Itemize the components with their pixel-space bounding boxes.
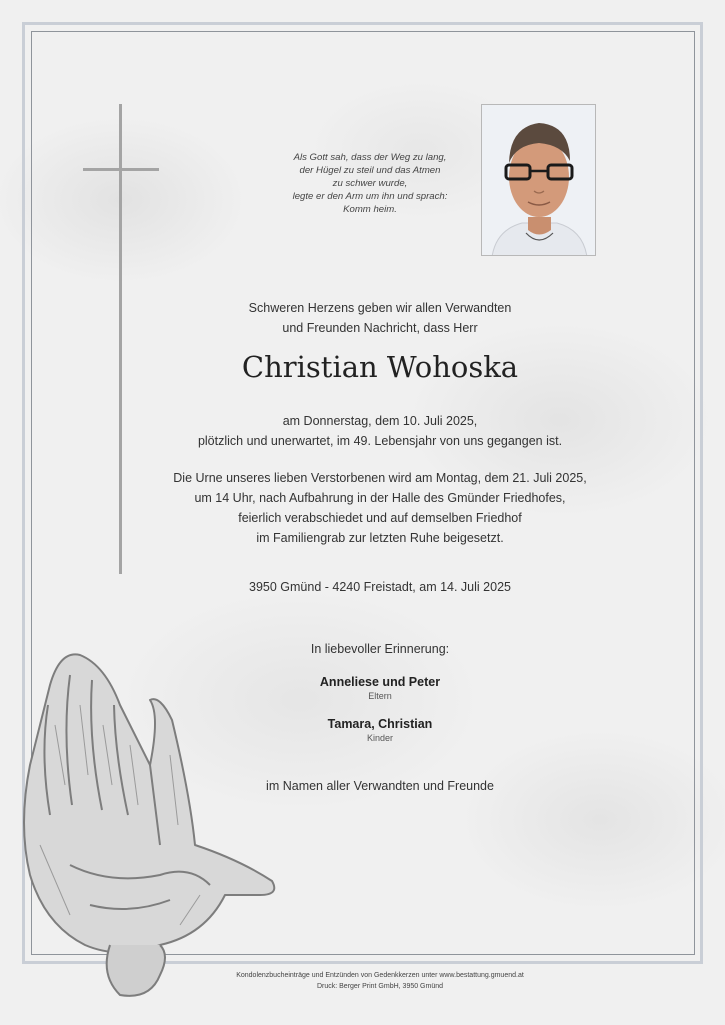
mourner-relation: Kinder [366,733,393,743]
quote-line: zu schwer wurde, [332,178,408,189]
quote-line: Komm heim. [343,204,397,215]
memory-heading: In liebevoller Erinnerung: [310,642,450,656]
mourner-relation: Eltern [368,691,392,701]
funeral-text [130,468,630,548]
death-line: plötzlich und unerwartet, im 49. Lebensjahr von uns gegangen ist. [197,434,563,448]
intro-text [130,298,630,338]
funeral-line: feierlich verabschiedet und auf demselben Friedhof [238,511,522,525]
intro-line: Schweren Herzens geben wir allen Verwandten [248,301,512,315]
deceased-name: Christian Wohoska [241,350,519,384]
death-text [130,411,630,451]
funeral-line: um 14 Uhr, nach Aufbahrung in der Halle des Gmünder Friedhofes, [194,491,566,505]
praying-hands-icon [10,645,290,1005]
quote-line: Als Gott sah, dass der Weg zu lang, [293,152,447,163]
funeral-line: im Familiengrab zur letzten Ruhe beigesetzt. [256,531,504,545]
place-date: 3950 Gmünd - 4240 Freistadt, am 14. Juli 2025 [249,580,511,594]
quote-line: legte er den Arm um ihn und sprach: [292,191,448,202]
mourner-name: Anneliese und Peter [319,675,441,689]
quote-line: der Hügel zu steil und das Atmen [299,165,441,176]
mourner-name: Tamara, Christian [327,717,433,731]
footer-line: Druck: Berger Print GmbH, 3950 Gmünd [316,983,444,990]
intro-line: und Freunden Nachricht, dass Herr [282,321,478,335]
funeral-line: Die Urne unseres lieben Verstorbenen wird am Montag, dem 21. Juli 2025, [173,471,587,485]
footer-line: Kondolenzbucheinträge und Entzünden von Gedenkkerzen unter www.bestattung.gmuend.at [236,972,524,979]
memorial-quote [270,151,470,216]
portrait-photo [481,104,596,256]
cross-icon-horizontal [83,168,159,171]
death-line: am Donnerstag, dem 10. Juli 2025, [282,414,478,428]
footer [150,970,610,992]
cross-icon-vertical [119,104,122,574]
closing-text: im Namen aller Verwandten und Freunde [266,779,494,793]
portrait-icon [482,105,596,256]
